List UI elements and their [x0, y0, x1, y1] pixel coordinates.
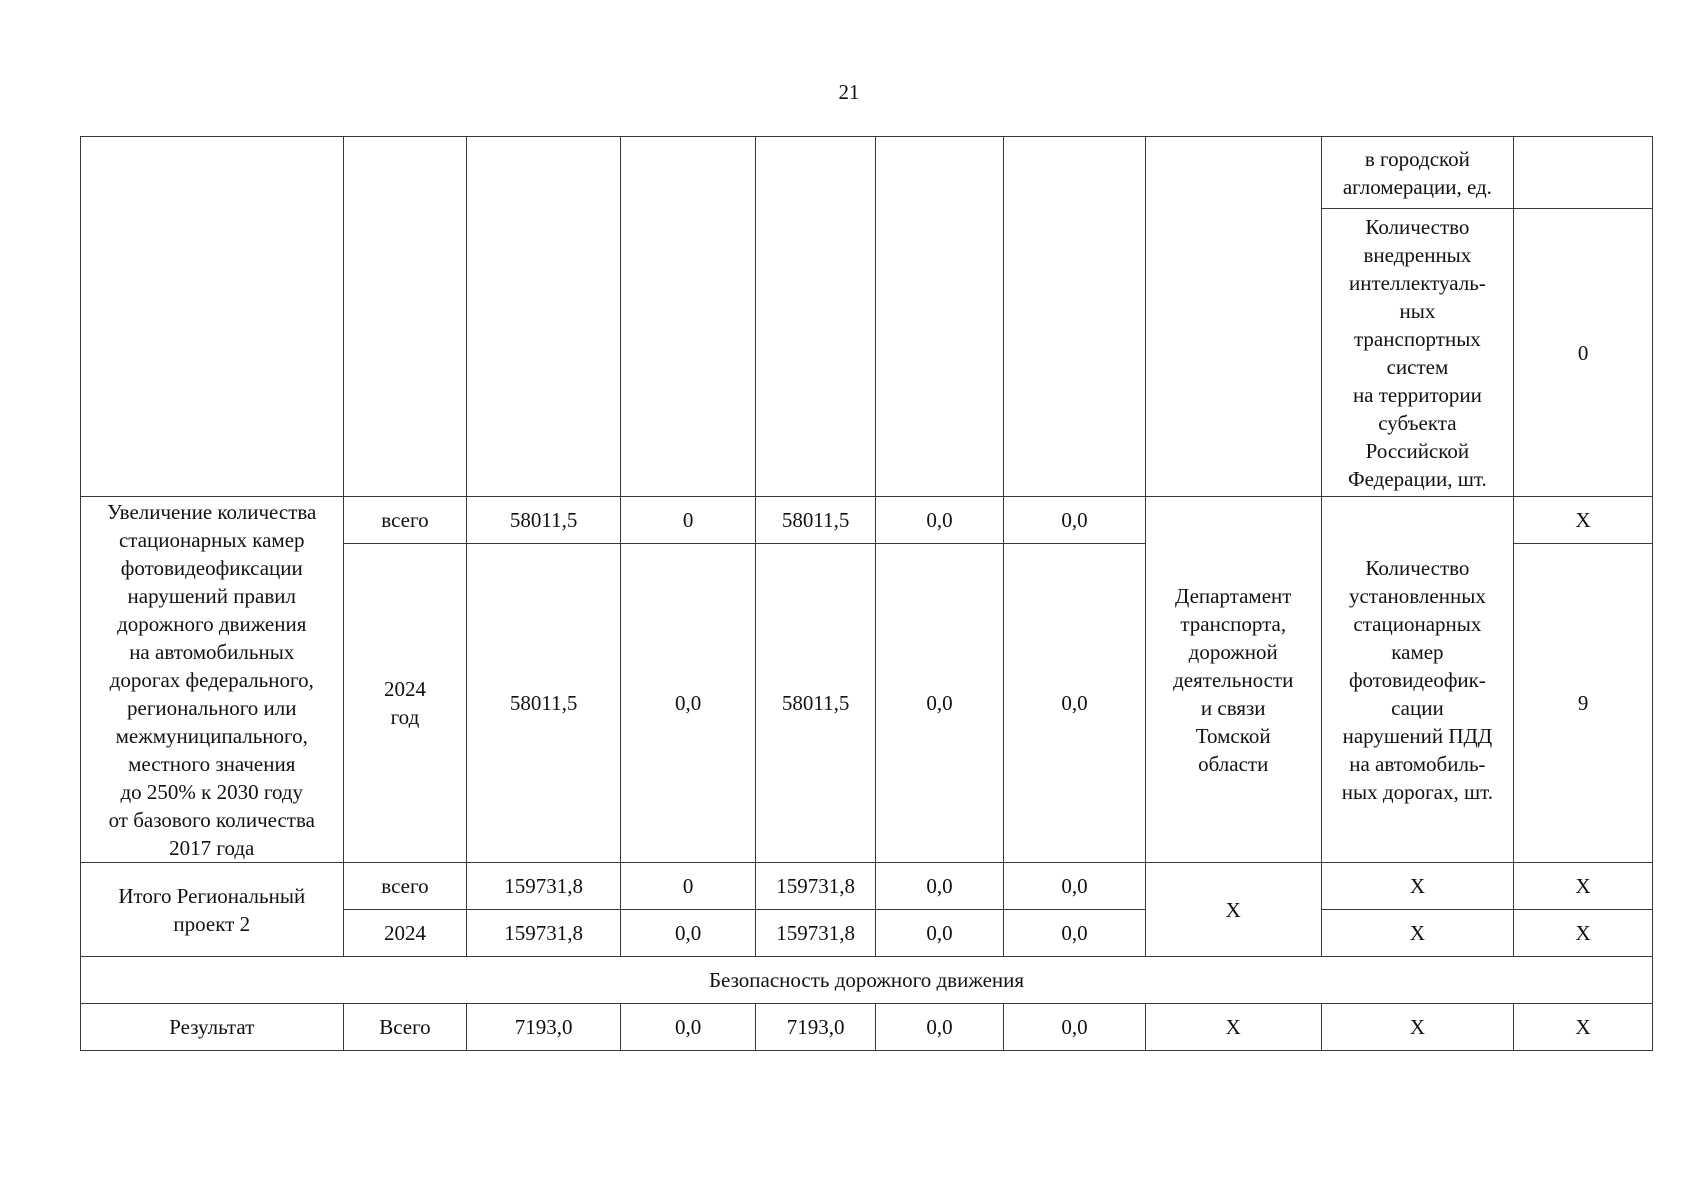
period-cell: Всего	[343, 1004, 467, 1051]
amount-cell: 0,0	[1004, 544, 1146, 863]
amount-cell: 0,0	[620, 544, 755, 863]
amount-cell: 159731,8	[756, 910, 876, 957]
period-cell: 2024 год	[343, 544, 467, 863]
value-cell: Х	[1514, 910, 1653, 957]
indicator-cell: Х	[1321, 910, 1514, 957]
table-row	[81, 1004, 1653, 1051]
table-cell	[875, 137, 1003, 497]
amount-cell: 0	[620, 863, 755, 910]
measure-name-cell: Увеличение количества стационарных камер фотовидеофиксации нарушений правил дорожного движения на автомобильных дорогах федерального, регионального или межмуниципального, местного значения до 250% к 2030 году от базового количества 2017 года	[81, 497, 344, 863]
total-name-cell: Итого Региональный проект 2	[81, 863, 344, 957]
value-cell: Х	[1514, 497, 1653, 544]
amount-cell: 0,0	[1004, 863, 1146, 910]
amount-cell: 159731,8	[756, 863, 876, 910]
amount-cell: 159731,8	[467, 910, 620, 957]
table-cell	[1514, 137, 1653, 209]
value-cell: Х	[1514, 863, 1653, 910]
amount-cell: 0,0	[875, 863, 1003, 910]
amount-cell: 0,0	[875, 910, 1003, 957]
table-row	[81, 137, 1653, 209]
amount-cell: 0,0	[620, 1004, 755, 1051]
value-cell: 0	[1514, 209, 1653, 497]
executor-cell: Департамент транспорта, дорожной деятельности и связи Томской области	[1145, 497, 1321, 863]
amount-cell: 58011,5	[467, 497, 620, 544]
amount-cell: 0,0	[875, 497, 1003, 544]
table-cell	[1145, 137, 1321, 497]
indicator-cell: в городской агломерации, ед.	[1321, 137, 1514, 209]
value-cell: Х	[1514, 1004, 1653, 1051]
amount-cell: 0,0	[875, 544, 1003, 863]
section-header-cell: Безопасность дорожного движения	[81, 957, 1653, 1004]
page-number: 21	[838, 80, 860, 104]
table-row	[81, 957, 1653, 1004]
indicator-cell: Х	[1321, 1004, 1514, 1051]
table-row	[81, 863, 1653, 910]
table-cell	[1004, 137, 1146, 497]
amount-cell: 0,0	[620, 910, 755, 957]
table-cell	[467, 137, 620, 497]
amount-cell: 0,0	[875, 1004, 1003, 1051]
period-cell: всего	[343, 497, 467, 544]
amount-cell: 159731,8	[467, 863, 620, 910]
amount-cell: 7193,0	[756, 1004, 876, 1051]
table-cell	[81, 137, 344, 497]
amount-cell: 58011,5	[756, 497, 876, 544]
table-cell	[620, 137, 755, 497]
indicator-cell: Количество установленных стационарных камер фотовидеофик- сации нарушений ПДД на автомобиль- ных дорогах, шт.	[1321, 497, 1514, 863]
result-name-cell: Результат	[81, 1004, 344, 1051]
amount-cell: 58011,5	[756, 544, 876, 863]
table-row	[81, 497, 1653, 544]
indicator-cell: Х	[1321, 863, 1514, 910]
amount-cell: 7193,0	[467, 1004, 620, 1051]
amount-cell: 0,0	[1004, 910, 1146, 957]
table-cell	[343, 137, 467, 497]
budget-table	[80, 136, 1653, 1051]
amount-cell: 0,0	[1004, 1004, 1146, 1051]
indicator-cell: Количество внедренных интеллектуаль- ных транспортных систем на территории субъекта Российской Федерации, шт.	[1321, 209, 1514, 497]
amount-cell: 0	[620, 497, 755, 544]
amount-cell: 0,0	[1004, 497, 1146, 544]
executor-cell: Х	[1145, 863, 1321, 957]
table-cell	[756, 137, 876, 497]
period-cell: 2024	[343, 910, 467, 957]
period-cell: всего	[343, 863, 467, 910]
executor-cell: Х	[1145, 1004, 1321, 1051]
amount-cell: 58011,5	[467, 544, 620, 863]
value-cell: 9	[1514, 544, 1653, 863]
